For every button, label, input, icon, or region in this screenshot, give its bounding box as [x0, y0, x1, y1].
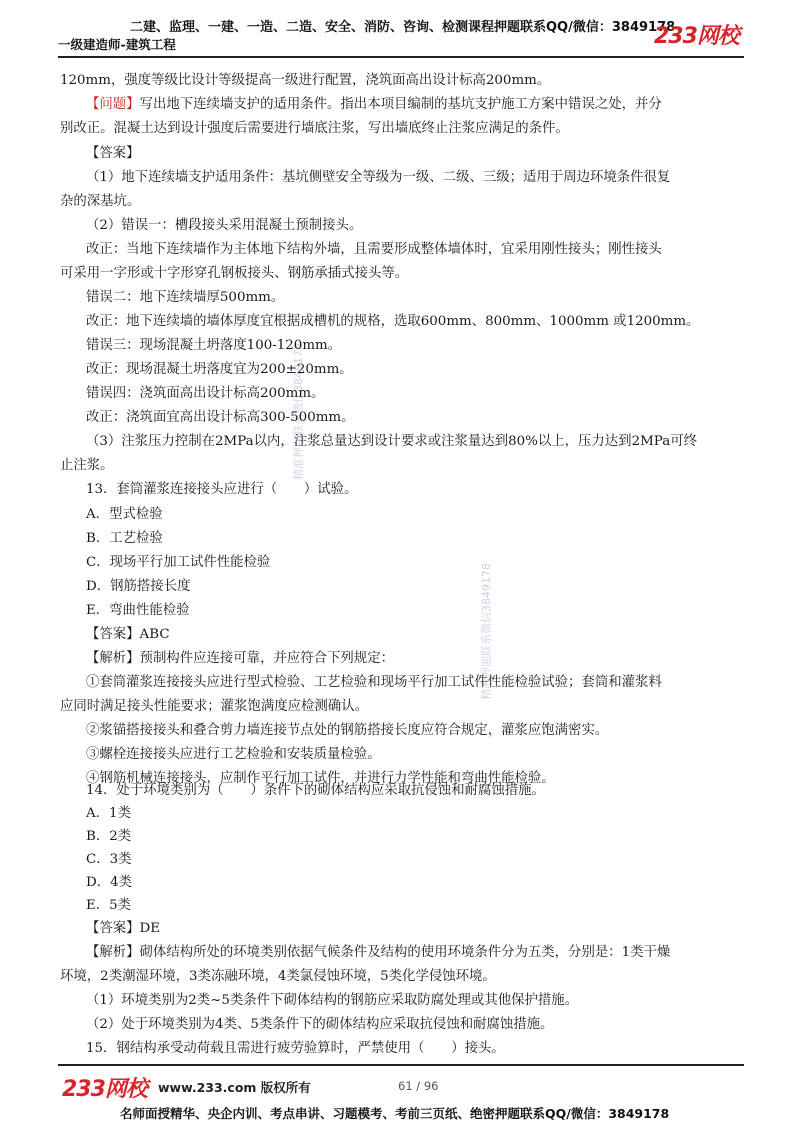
text-line: （2）错误一：槽段接头采用混凝土预制接头。: [86, 218, 363, 233]
text-line: （1）地下连续墙支护适用条件：基坑侧壁安全等级为一级、二级、三级；适用于周边环境条件很复: [86, 170, 671, 185]
answer-heading: 【答案】: [86, 146, 140, 161]
option-c: C．现场平行加工试件性能检验: [86, 555, 271, 570]
option-c: C．3类: [86, 852, 132, 867]
text-line: ①套筒灌浆连接接头应进行型式检验、工艺检验和现场平行加工试件性能检验试验；套筒和灌浆料: [86, 675, 662, 690]
text-line: （3）注浆压力控制在2MPa以内，注浆总量达到设计要求或注浆量达到80%以上，压力达到2MPa可终: [86, 434, 697, 449]
option-e: E．弯曲性能检验: [86, 603, 190, 618]
text-line: ④钢筋机械连接接头，应制作平行加工试件，并进行力学性能和弯曲性能检验。: [86, 771, 555, 786]
question-13: 13．套筒灌浆连接接头应进行（ ）试验。: [86, 482, 358, 497]
text-line: 120mm，强度等级比设计等级提高一级进行配置，浇筑面高出设计标高200mm。: [60, 73, 551, 88]
text-line: 改正：当地下连续墙作为主体地下结构外墙，且需要形成整体墙体时，宜采用刚性接头；刚性接头: [86, 242, 662, 257]
header-promo-line: 二建、监理、一建、一造、二造、安全、消防、咨询、检测课程押题联系QQ/微信：3849178: [130, 20, 676, 35]
option-e: E．5类: [86, 898, 132, 913]
text-line: 错误二：地下连续墙厚500mm。: [86, 290, 285, 305]
text-line: 改正：浇筑面宜高出设计标高300-500mm。: [86, 410, 355, 425]
text-line: 杂的深基坑。: [60, 194, 141, 209]
brand-logo: 233网校: [654, 24, 739, 49]
text-line: （1）环境类别为2类~5类条件下砌体结构的钢筋应采取防腐处理或其他保护措施。: [86, 993, 579, 1008]
text-line: ③螺栓连接接头应进行工艺检验和安装质量检验。: [86, 747, 381, 762]
text-line: 错误三：现场混凝土坍落度100-120mm。: [86, 338, 342, 353]
watermark-2: 精准押题联系微信3849178: [480, 563, 493, 700]
question-14: 14．处于环境类别为（ ）条件下的砌体结构应采取抗侵蚀和耐腐蚀措施。: [86, 783, 545, 798]
text-line: 改正：现场混凝土坍落度宜为200±20mm。: [86, 362, 353, 377]
footer-copyright: www.233.com 版权所有: [158, 1080, 311, 1095]
footer-promo-line: 名师面授精华、央企内训、考点串讲、习题模考、考前三页纸、绝密押题联系QQ/微信：3849178: [120, 1106, 670, 1121]
answer-14: 【答案】DE: [86, 921, 161, 936]
watermark-1: 精准押题联系微信3849178: [292, 343, 305, 480]
question-line: [86, 96, 662, 114]
header-subtitle: 一级建造师-建筑工程: [58, 37, 176, 52]
text-line: 应同时满足接头性能要求；灌浆饱满度应检测确认。: [60, 699, 368, 714]
text-line: （2）处于环境类别为4类、5类条件下的砌体结构应采取抗侵蚀和耐腐蚀措施。: [86, 1017, 554, 1032]
question-15: 15．钢结构承受动荷载且需进行疲劳验算时，严禁使用（ ）接头。: [86, 1041, 505, 1056]
question-text: 写出地下连续墙支护的适用条件。指出本项目编制的基坑支护施工方案中错误之处，并分: [139, 97, 662, 112]
analysis-14: 【解析】砌体结构所处的环境类别依据气候条件及结构的使用环境条件分为五类，分别是：1类干燥: [86, 945, 671, 960]
text-line: 环境，2类潮湿环境，3类冻融环境，4类氯侵蚀环境，5类化学侵蚀环境。: [60, 969, 496, 984]
text-line: 止注浆。: [60, 458, 114, 473]
header-divider: [58, 56, 744, 58]
analysis-13: 【解析】预制构件应连接可靠，并应符合下列规定：: [86, 651, 394, 666]
option-a: A．1类: [86, 806, 131, 821]
text-line: 改正：地下连续墙的墙体厚度宜根据成槽机的规格，选取600mm、800mm、1000mm 或1200mm。: [86, 314, 700, 329]
page-number: 61 / 96: [398, 1079, 439, 1093]
footer-divider: [58, 1064, 744, 1066]
option-b: B．工艺检验: [86, 531, 163, 546]
option-a: A．型式检验: [86, 507, 163, 522]
text-line: 可采用一字形或十字形穿孔钢板接头、钢筋承插式接头等。: [60, 266, 409, 281]
answer-13: 【答案】ABC: [86, 627, 170, 642]
option-d: D．钢筋搭接长度: [86, 579, 191, 594]
option-d: D．4类: [86, 875, 133, 890]
footer-logo: 233网校: [62, 1077, 147, 1102]
text-line: 错误四：浇筑面高出设计标高200mm。: [86, 386, 325, 401]
text-line: 别改正。混凝土达到设计强度后需要进行墙底注浆，写出墙底终止注浆应满足的条件。: [60, 121, 569, 136]
option-b: B．2类: [86, 829, 132, 844]
text-line: ②浆锚搭接接头和叠合剪力墙连接节点处的钢筋搭接长度应符合规定，灌浆应饱满密实。: [86, 723, 609, 738]
question-tag: 【问题】: [86, 97, 140, 112]
